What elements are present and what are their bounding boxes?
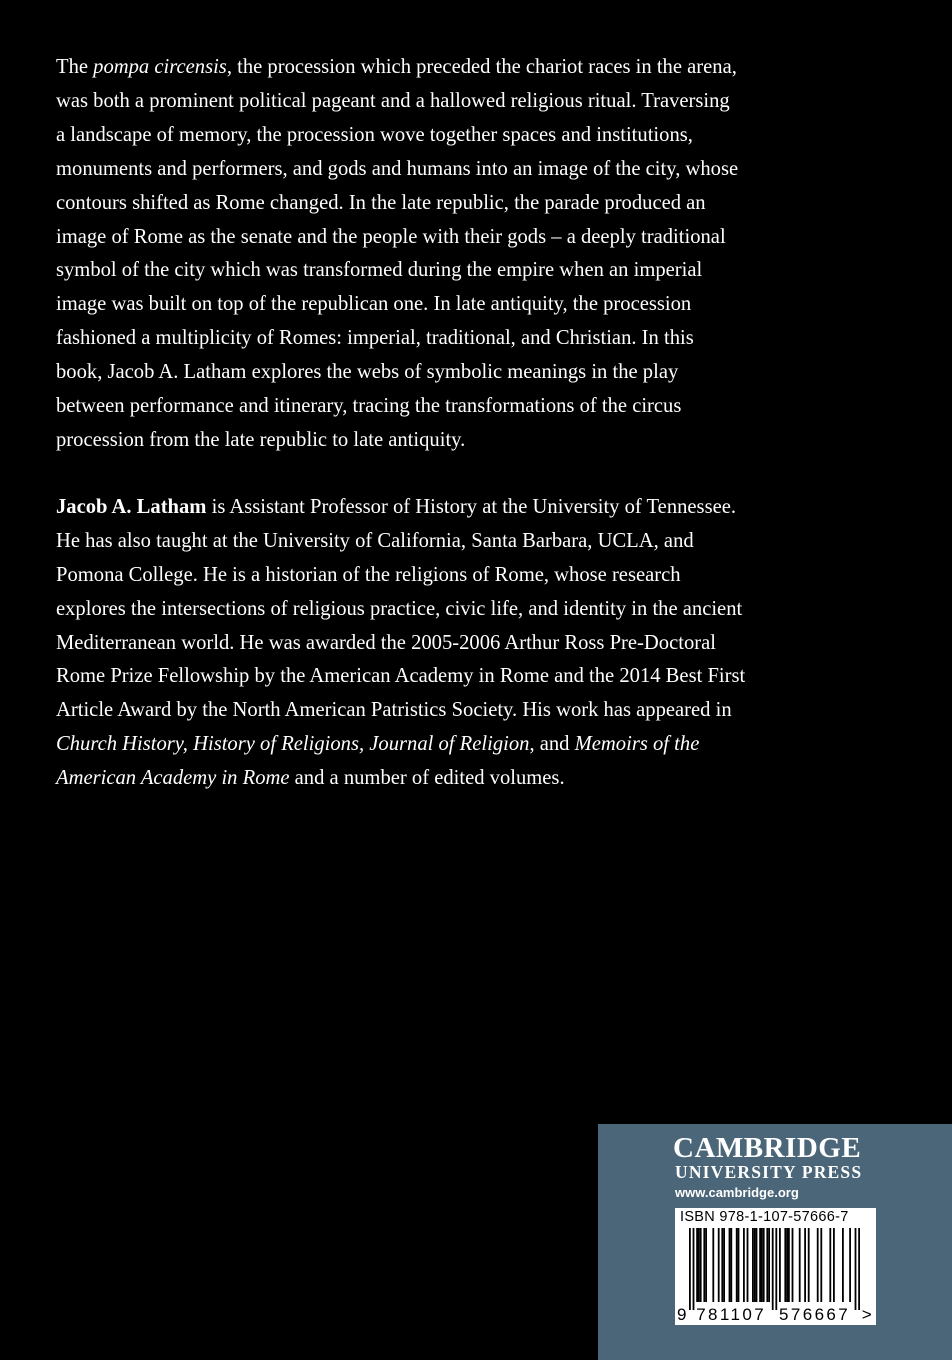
blurb-line [56, 424, 796, 458]
bio-line [56, 762, 796, 796]
barcode-bar [730, 1228, 732, 1302]
barcode-digits-left: 781107 [696, 1305, 767, 1324]
text-run: is Assistant Professor of History at the University of Tennessee. [206, 495, 737, 518]
barcode-bar [817, 1228, 819, 1302]
blurb-line [56, 187, 796, 221]
barcode-bar [756, 1228, 758, 1302]
author-bio [56, 491, 796, 796]
barcode-bar [799, 1228, 801, 1302]
barcode-bar [703, 1228, 705, 1302]
barcode-bar [747, 1228, 749, 1302]
barcode-bar [712, 1228, 714, 1302]
blurb-line [56, 119, 796, 153]
blurb-line [56, 356, 796, 390]
barcode-bar [752, 1228, 754, 1302]
barcode-bar [858, 1228, 860, 1310]
barcode-bar [761, 1228, 763, 1302]
italic-text: American Academy in Rome [56, 767, 290, 790]
barcode-bar [763, 1228, 765, 1302]
blurb-line [56, 153, 796, 187]
blurb-line [56, 390, 796, 424]
barcode-bar [784, 1228, 786, 1302]
publisher-logo-subtitle: UNIVERSITY PRESS [675, 1162, 863, 1182]
barcode-bar [829, 1228, 831, 1302]
text-run: explores the intersections of religious practice, civic life, and identity in the ancient [56, 597, 743, 620]
barcode-bar [779, 1228, 781, 1302]
barcode-bar [696, 1228, 698, 1302]
barcode-bar [754, 1228, 756, 1302]
barcode-bar [849, 1228, 851, 1302]
barcode-bar [768, 1228, 770, 1302]
text-run: Rome Prize Fellowship by the American Academy in Rome and the 2014 Best First [56, 665, 746, 688]
text-run: , the procession which preceded the chariot races in the arena, [226, 56, 737, 78]
text-run: , and [529, 733, 575, 756]
barcode-bar [738, 1228, 740, 1302]
isbn-barcode [675, 1208, 876, 1325]
barcode-digits-right: 576667 [779, 1305, 851, 1324]
barcode-bar [718, 1228, 720, 1302]
text-run: procession from the late republic to late antiquity. [56, 428, 466, 451]
bio-line [56, 627, 796, 661]
bio-line [56, 491, 796, 525]
text-run: image was built on top of the republican one. In late antiquity, the procession [56, 293, 692, 316]
text-run: fashioned a multiplicity of Romes: imperial, traditional, and Christian. In this [56, 327, 694, 350]
publisher-panel [598, 1124, 952, 1360]
text-run: monuments and performers, and gods and humans into an image of the city, whose [56, 157, 739, 180]
text-run: a landscape of memory, the procession wove together spaces and institutions, [56, 123, 693, 146]
barcode-bar [804, 1228, 806, 1302]
text-run: Article Award by the North American Patristics Society. His work has appeared in [56, 699, 732, 722]
barcode-bar [820, 1228, 822, 1302]
bio-line [56, 593, 796, 627]
italic-text: Church History, History of Religions, Journal of Religion [56, 733, 530, 756]
italic-text: pompa circensis [93, 56, 227, 78]
barcode-bar [689, 1228, 691, 1310]
text-run: image of Rome as the senate and the people with their gods – a deeply traditional [56, 225, 726, 248]
barcode-bar [833, 1228, 835, 1302]
barcode-bar [736, 1228, 738, 1302]
barcode-bar [788, 1228, 790, 1302]
text-run: The [56, 56, 94, 78]
barcode-bar [766, 1228, 768, 1302]
bio-line [56, 525, 796, 559]
bold-text: Jacob A. Latham [56, 495, 207, 518]
barcode-bar [808, 1228, 810, 1302]
blurb-line [56, 288, 796, 322]
text-run: Mediterranean world. He was awarded the 2005-2006 Arthur Ross Pre-Doctoral [56, 631, 716, 654]
barcode-bar [743, 1228, 745, 1302]
text-run: Pomona College. He is a historian of the religions of Rome, whose research [56, 563, 681, 586]
barcode-bar [698, 1228, 700, 1302]
blurb-line [56, 51, 796, 85]
text-run: He has also taught at the University of California, Santa Barbara, UCLA, and [56, 529, 694, 552]
barcode-bar [786, 1228, 788, 1302]
text-run: contours shifted as Rome changed. In the late republic, the parade produced an [56, 191, 706, 214]
barcode-bar [693, 1228, 695, 1310]
barcode-bar [721, 1228, 723, 1302]
barcode-bar [729, 1228, 731, 1302]
barcode-digit-first: 9 [677, 1305, 689, 1324]
back-cover-text [56, 51, 796, 796]
bio-line [56, 660, 796, 694]
italic-text: Memoirs of the [574, 733, 700, 756]
barcode-bar [792, 1228, 794, 1302]
bio-line [56, 694, 796, 728]
blurb-line [56, 254, 796, 288]
book-description [56, 51, 796, 458]
blurb-line [56, 221, 796, 255]
bio-line [56, 728, 796, 762]
blurb-line [56, 85, 796, 119]
text-run: and a number of edited volumes. [289, 767, 565, 790]
text-run: symbol of the city which was transformed during the empire when an imperial [56, 259, 703, 282]
barcode-bar [772, 1228, 774, 1310]
text-run: between performance and itinerary, tracing the transformations of the circus [56, 395, 682, 418]
barcode-graphic [675, 1208, 876, 1325]
barcode-bar [775, 1228, 777, 1310]
blurb-line [56, 322, 796, 356]
barcode-bar [759, 1228, 761, 1302]
barcode-bar [723, 1228, 725, 1302]
barcode-quiet-zone-mark: > [861, 1305, 875, 1324]
publisher-logo-name: CAMBRIDGE [673, 1132, 862, 1164]
publisher-url: www.cambridge.org [675, 1185, 799, 1200]
barcode-bar [705, 1228, 707, 1302]
isbn-label: ISBN 978-1-107-57666-7 [680, 1209, 849, 1225]
bio-line [56, 559, 796, 593]
barcode-bar [842, 1228, 844, 1302]
text-run: was both a prominent political pageant and a hallowed religious ritual. Traversing [56, 89, 730, 112]
barcode-bar [855, 1228, 857, 1310]
text-run: book, Jacob A. Latham explores the webs of symbolic meanings in the play [56, 361, 679, 384]
barcode-bar [700, 1228, 702, 1302]
